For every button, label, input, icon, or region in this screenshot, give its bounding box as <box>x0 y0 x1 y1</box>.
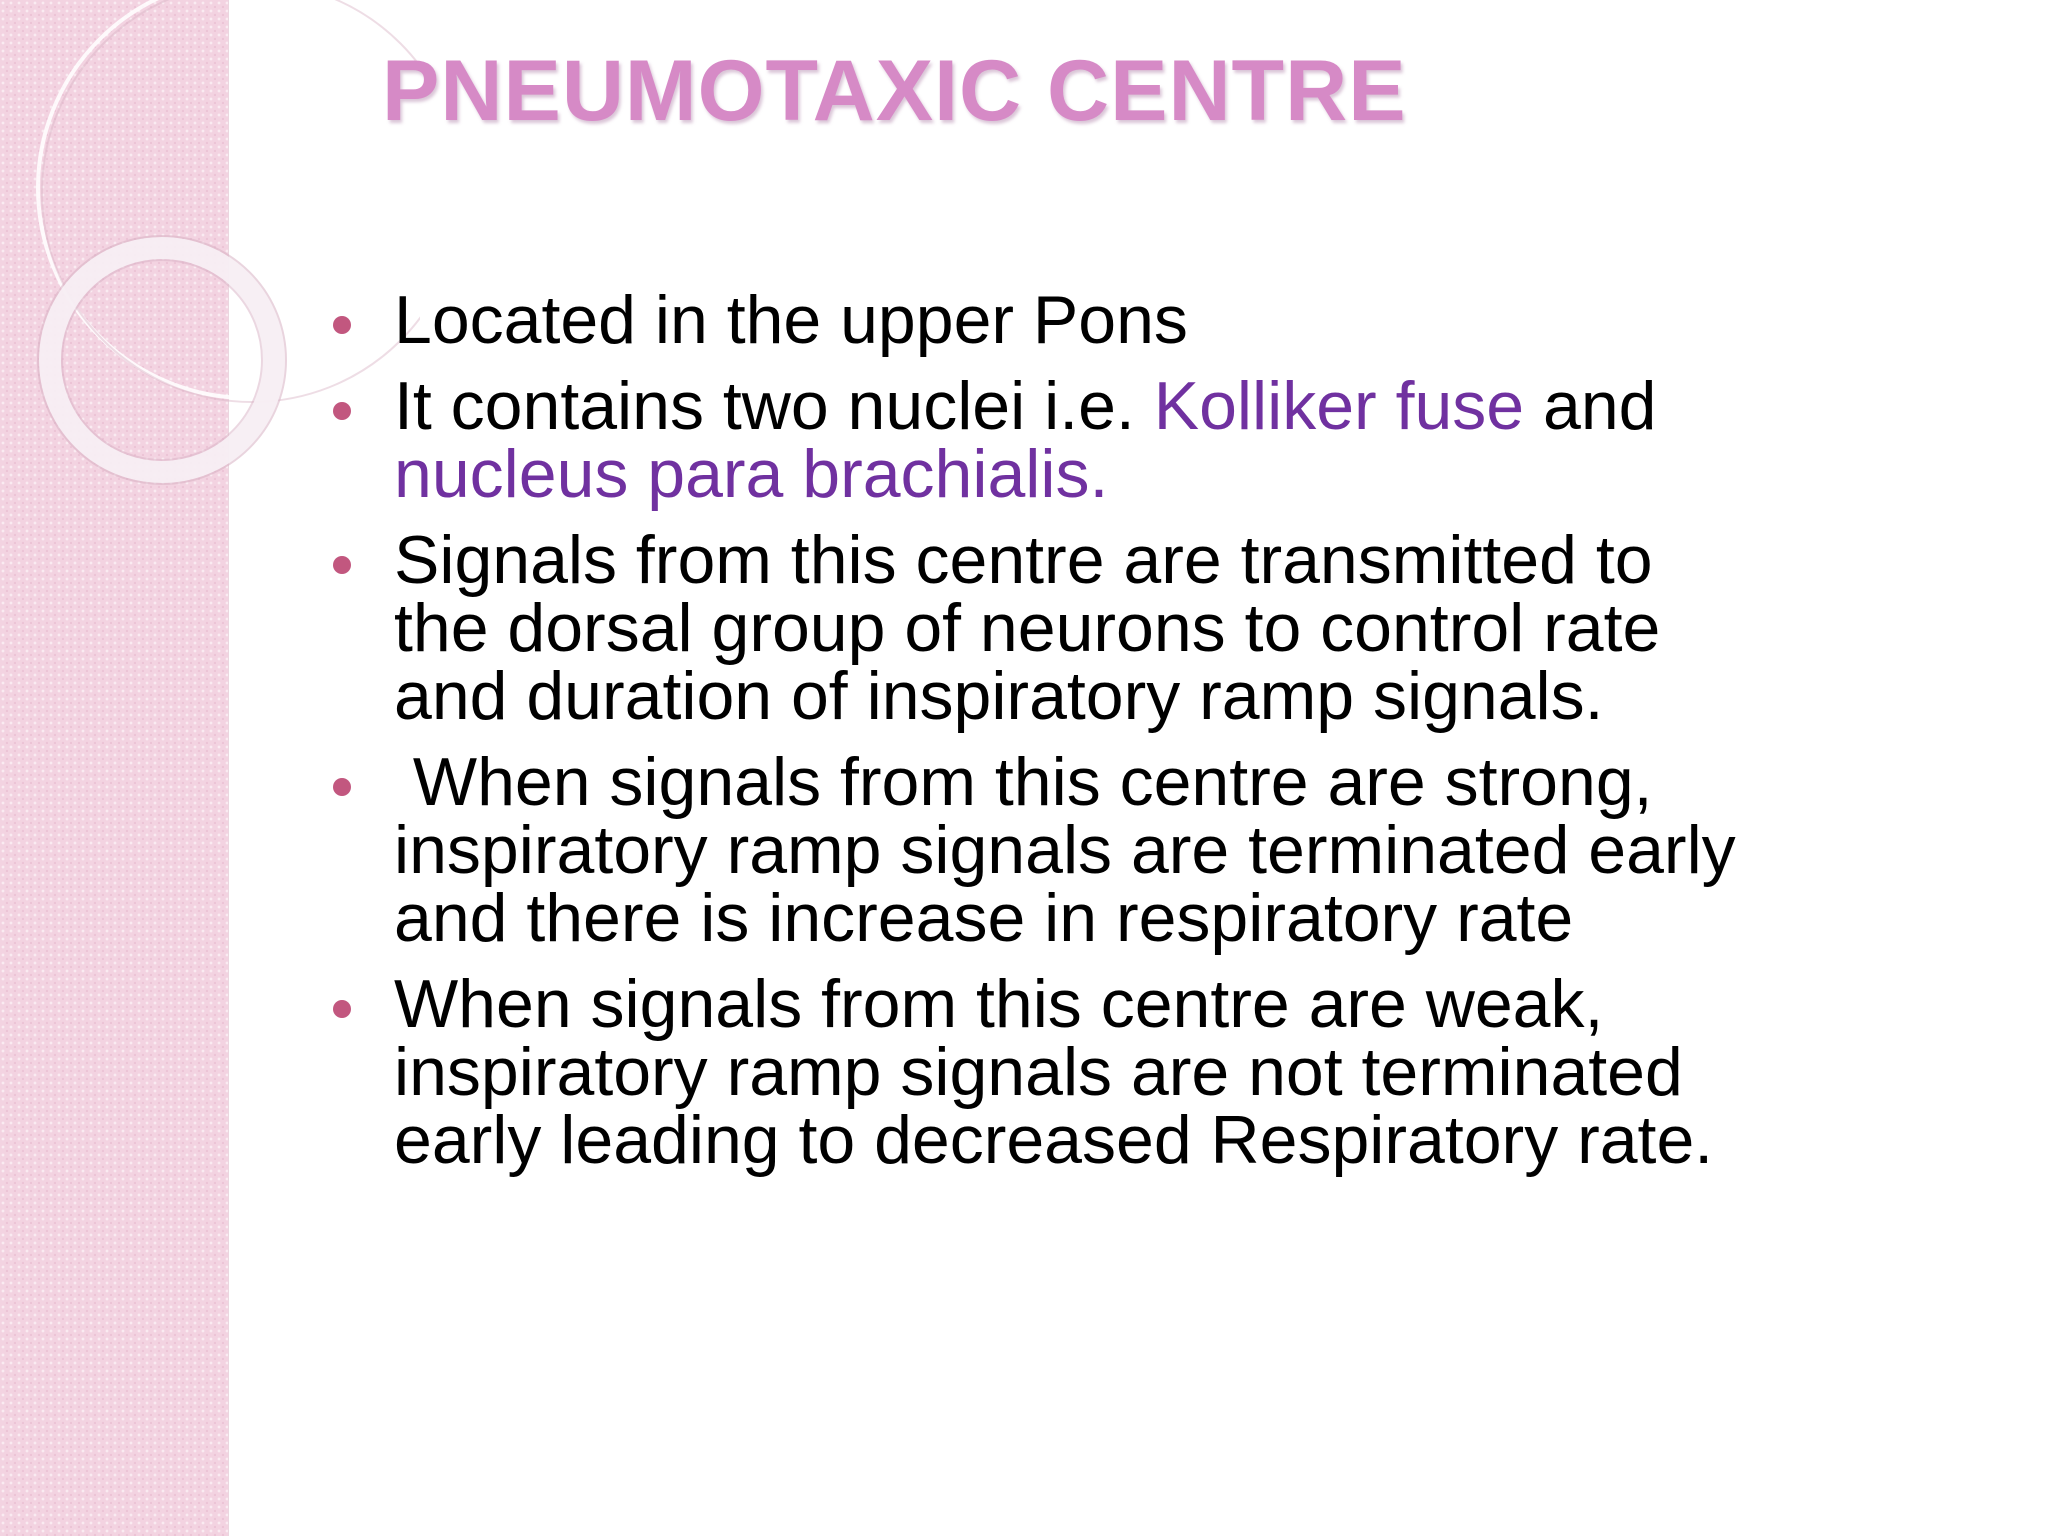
bullet-text-line: When signals from this centre are strong, <box>394 744 1653 820</box>
bullet-dot-icon <box>333 316 351 334</box>
bullet-text-line: the dorsal group of neurons to control rate <box>394 590 1661 666</box>
bullet-text-line: When signals from this centre are weak, <box>394 966 1604 1042</box>
bullet-text: It contains two nuclei i.e. <box>394 368 1154 444</box>
bullet-text-line: and there is increase in respiratory rate <box>394 880 1574 956</box>
bullet-text-line: inspiratory ramp signals are not terminated <box>394 1034 1683 1110</box>
slide-title: PNEUMOTAXIC CENTRE <box>382 43 1407 139</box>
bullet-dot-icon <box>333 556 351 574</box>
bullet-text: Located in the upper Pons <box>394 282 1188 358</box>
bullet-text-line: Signals from this centre are transmitted to <box>394 522 1653 598</box>
bullet-item <box>330 368 1830 512</box>
bullet-text-line <box>394 368 1830 444</box>
bullet-text-line: and duration of inspiratory ramp signals. <box>394 658 1604 734</box>
highlighted-term: Kolliker fuse <box>1153 368 1525 444</box>
highlighted-term: nucleus para brachialis. <box>394 436 1109 512</box>
bullet-item <box>330 282 1830 358</box>
bullet-text-line: inspiratory ramp signals are terminated early <box>394 812 1736 888</box>
bullet-dot-icon <box>333 1000 351 1018</box>
decorative-ring-small <box>50 248 274 472</box>
bullet-list <box>330 282 1830 1192</box>
bullet-text: and <box>1524 368 1657 444</box>
bullet-item <box>330 522 1830 734</box>
bullet-dot-icon <box>333 402 351 420</box>
bullet-item <box>330 966 1830 1178</box>
bullet-text-line: early leading to decreased Respiratory rate. <box>394 1102 1714 1178</box>
bullet-dot-icon <box>333 778 351 796</box>
bullet-item <box>330 744 1830 956</box>
decorative-ring-small-inner <box>62 260 262 460</box>
